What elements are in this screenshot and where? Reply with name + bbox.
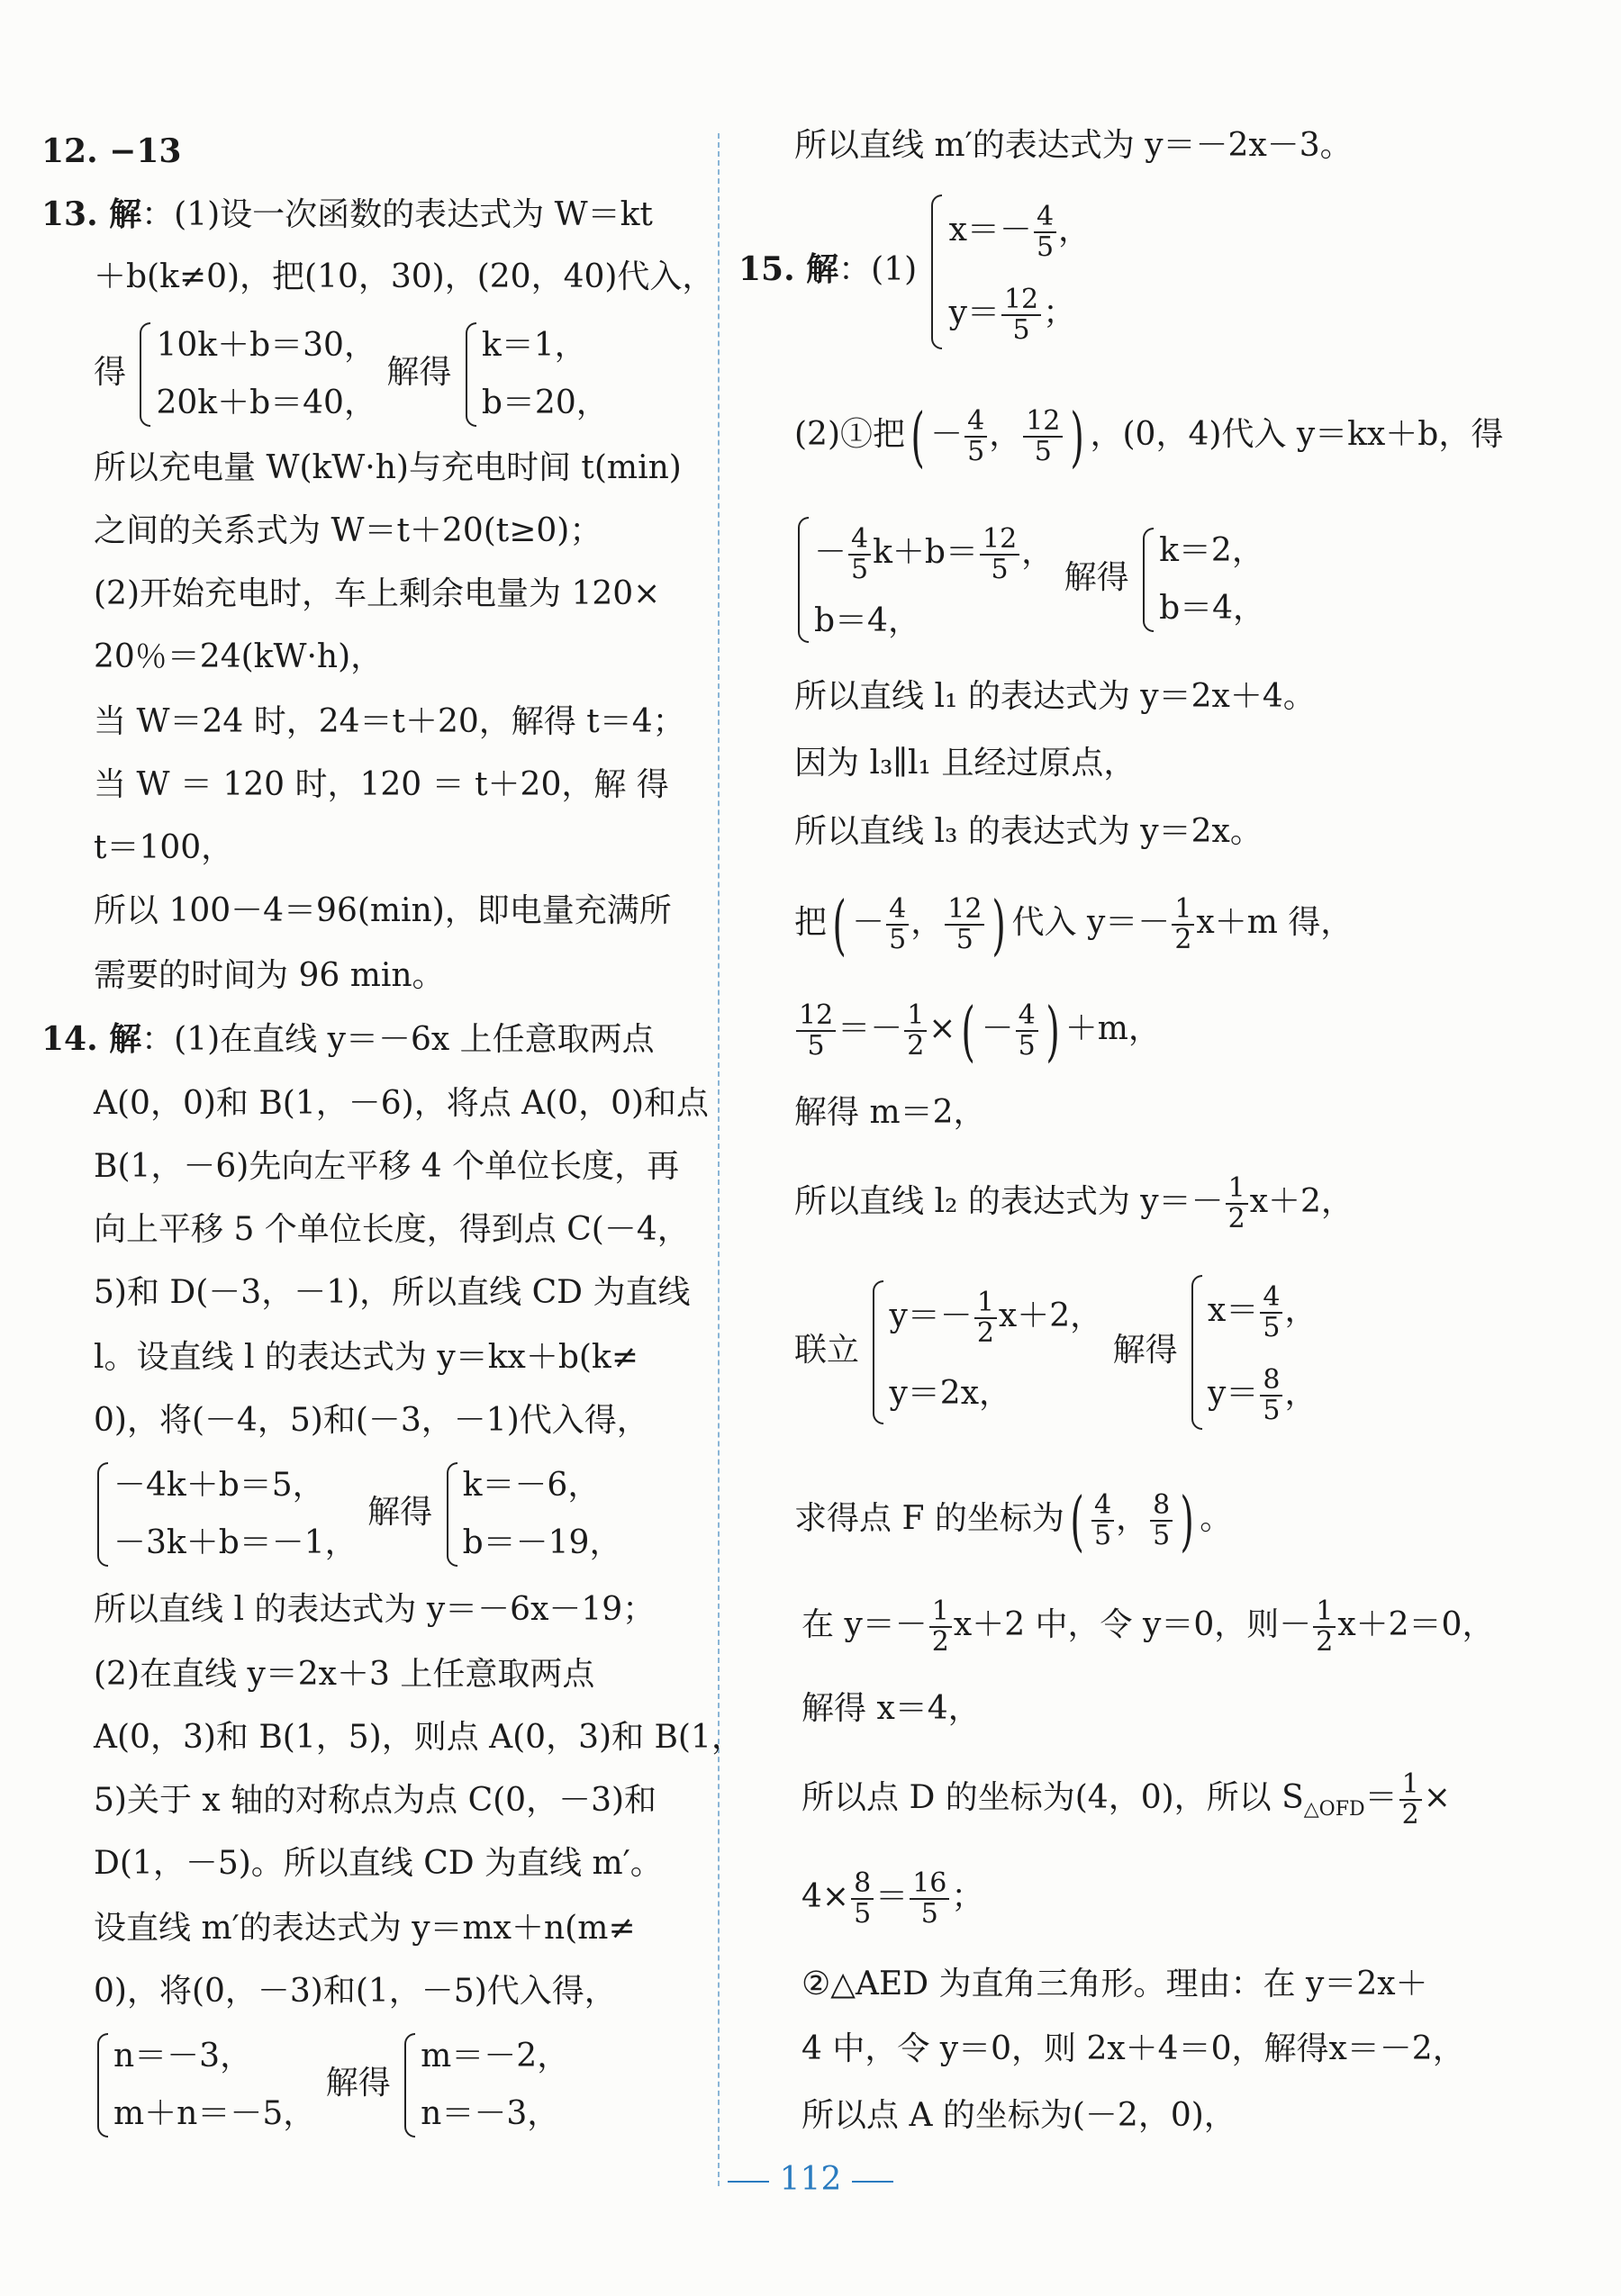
- text-line: A(0，0)和 B(1，－6)，将点 A(0，0)和点: [94, 1085, 710, 1122]
- text-line: 5)和 D(－3，－1)，所以直线 CD 为直线: [94, 1274, 691, 1311]
- answer-14-system-1: －4k＋b＝5， －3k＋b＝－1， 解得 k＝－6， b＝－19，: [94, 1457, 621, 1572]
- solution-system: x＝ $\frac{4}{5}$ ， y＝ $\frac{8}{5}$ ，: [1188, 1270, 1317, 1435]
- page-number: 112: [0, 2161, 1621, 2198]
- text-line: 当 W ＝ 120 时，120 ＝ t＋20，解 得: [94, 766, 669, 803]
- fraction: $\frac{8}{5}$: [851, 1869, 874, 1929]
- text-line: 所以直线 m′的表达式为 y＝－2x－3。: [794, 127, 1353, 164]
- answer-13-system: 得 10k＋b＝30， 20k＋b＝40， 解得 k＝1， b＝20，: [94, 317, 609, 432]
- text-line: 所以 100－4＝96(min)，即电量充满所: [94, 892, 672, 929]
- text-line: (2)①把( － $\frac{4}{5}$ ， $\frac{12}{5}$ ) ，(0，4)代入 y＝kx＋b，得: [794, 399, 1504, 475]
- text-line: 之间的关系式为 W＝t＋20(t≥0)；: [94, 512, 602, 549]
- question-14-number: 14. 解: [41, 1020, 142, 1058]
- solution-system: k＝2， b＝4，: [1139, 522, 1265, 637]
- answer-13-line2: ＋b(k≠0)，把(10，30)，(20，40)代入，: [94, 258, 715, 295]
- text-line: 解得 x＝4，: [801, 1690, 981, 1727]
- fraction: $\frac{1}{2}$: [904, 1001, 927, 1061]
- text-line: 所以直线 l₁ 的表达式为 y＝2x＋4。: [794, 678, 1316, 715]
- answer-14-system-2: n＝－3， m＋n＝－5， 解得 m＝－2， n＝－3，: [94, 2028, 569, 2143]
- text-line: 所以点 A 的坐标为(－2，0)，: [801, 2097, 1236, 2134]
- text-line: 在 y＝－ $\frac{1}{2}$ x＋2 中，令 y＝0，则－ $\frac{1}{2}$ x＋2＝0，: [801, 1595, 1495, 1658]
- simultaneous-system: 联立 y＝－ $\frac{1}{2}$ x＋2， y＝2x， 解得 x＝ $\frac{4}{5}$ ， y＝ $\frac{8}{5}$ ，: [794, 1270, 1318, 1435]
- text-line: 0)，将(－4，5)和(－3，－1)代入得，: [94, 1402, 649, 1439]
- text-line: 当 W＝24 时，24＝t＋20，解得 t＝4；: [94, 703, 685, 740]
- text-line: 把( － $\frac{4}{5}$ ， $\frac{12}{5}$ ) 代入 y＝－ $\frac{1}{2}$ x＋m 得，: [794, 887, 1354, 963]
- text-line: 所以直线 l₃ 的表达式为 y＝2x。: [794, 813, 1263, 850]
- text-line: (2)开始充电时，车上剩余电量为 120×: [94, 575, 661, 612]
- text-line: 4× $\frac{8}{5}$ ＝ $\frac{16}{5}$ ；: [801, 1867, 984, 1930]
- fraction: $\frac{12}{5}$: [1001, 285, 1041, 345]
- text-line: D(1，－5)。所以直线 CD 为直线 m′。: [94, 1845, 663, 1882]
- fraction: $\frac{16}{5}$: [910, 1869, 949, 1929]
- text-line: 求得点 F 的坐标为( $\frac{4}{5}$ ， $\frac{8}{5}$ ) 。: [794, 1483, 1233, 1559]
- text-line: A(0，3)和 B(1，5)，则点 A(0，3)和 B(1，: [94, 1719, 744, 1756]
- text-line: 所以点 D 的坐标为(4，0)，所以 $S_{\triangle OFD}=$ $\frac{1}{2}$ ×: [801, 1768, 1451, 1830]
- fraction: $\frac{4}{5}$: [886, 895, 909, 954]
- answer-15-system: － $\frac{4}{5}$ k＋b＝ $\frac{12}{5}$ ， b＝4， 解得 k＝2， b＝4，: [794, 511, 1265, 648]
- answer-14-line1: 14. 解：(1)在直线 y＝－6x 上任意取两点: [41, 1020, 655, 1058]
- text-line: 5)关于 x 轴的对称点为点 C(0，－3)和: [94, 1782, 657, 1819]
- text-line: 因为 l₃∥l₁ 且经过原点，: [794, 745, 1137, 782]
- equation-system: 10k＋b＝30， 20k＋b＝40，: [136, 317, 376, 432]
- solution-system: m＝－2， n＝－3，: [401, 2028, 569, 2143]
- text-line: B(1，－6)先向左平移 4 个单位长度，再: [94, 1148, 680, 1185]
- solution-system: x＝－ $\frac{4}{5}$ ， y＝ $\frac{12}{5}$ ；: [928, 189, 1091, 355]
- column-divider: [718, 133, 720, 2186]
- text-line: 20％＝24(kW·h)，: [94, 638, 384, 675]
- text-line: 所以直线 l₂ 的表达式为 y＝－ $\frac{1}{2}$ x＋2，: [794, 1172, 1354, 1234]
- text-line: l。设直线 l 的表达式为 y＝kx＋b(k≠: [94, 1339, 638, 1376]
- text-line: 4 中，令 y＝0，则 2x＋4＝0，解得x＝－2，: [801, 2030, 1465, 2067]
- solution-system: k＝－6， b＝－19，: [443, 1457, 622, 1572]
- fraction: $\frac{12}{5}$: [980, 525, 1019, 584]
- fraction: $\frac{12}{5}$: [1023, 407, 1063, 466]
- fraction: $\frac{4}{5}$: [1034, 203, 1056, 262]
- text-line: 所以直线 l 的表达式为 y＝－6x－19；: [94, 1591, 656, 1628]
- fraction: $\frac{4}{5}$: [1260, 1283, 1282, 1342]
- text-line: ②△AED 为直角三角形。理由：在 y＝2x＋: [801, 1966, 1428, 2002]
- text-line: t＝100，: [94, 829, 234, 866]
- fraction: $\frac{4}{5}$: [1016, 1001, 1038, 1061]
- fraction: $\frac{1}{2}$: [974, 1288, 997, 1348]
- fraction: $\frac{12}{5}$: [796, 1001, 836, 1061]
- fraction: $\frac{1}{2}$: [1399, 1770, 1422, 1830]
- fraction: $\frac{1}{2}$: [1313, 1597, 1336, 1657]
- equation-system: － $\frac{4}{5}$ k＋b＝ $\frac{12}{5}$ ， b＝4，: [794, 511, 1054, 648]
- fraction: $\frac{1}{2}$: [1172, 895, 1194, 954]
- answer-12: 12. −13: [41, 132, 182, 170]
- text-line: 解得 m＝2，: [794, 1094, 986, 1131]
- question-13-number: 13. 解: [41, 195, 142, 233]
- text-line: $\frac{12}{5}$ ＝－ $\frac{1}{2}$ ×( － $\frac{4}{5}$ ) ＋m，: [794, 1001, 1161, 1061]
- answer-13-line1: 13. 解：(1)设一次函数的表达式为 W＝kt: [41, 195, 653, 233]
- text-line: 设直线 m′的表达式为 y＝mx＋n(m≠: [94, 1910, 636, 1947]
- equation-system: n＝－3， m＋n＝－5，: [94, 2028, 315, 2143]
- fraction: $\frac{1}{2}$: [1226, 1174, 1248, 1234]
- fraction: $\frac{12}{5}$: [945, 895, 984, 954]
- text-line: 向上平移 5 个单位长度，得到点 C(－4，: [94, 1211, 690, 1248]
- fraction: $\frac{4}{5}$: [1091, 1491, 1114, 1550]
- text-line: (2)在直线 y＝2x＋3 上任意取两点: [94, 1656, 595, 1693]
- text-line: 需要的时间为 96 min。: [94, 957, 445, 994]
- equation-system: －4k＋b＝5， －3k＋b＝－1，: [94, 1457, 358, 1572]
- fraction: $\frac{8}{5}$: [1150, 1491, 1173, 1550]
- question-15-number: 15. 解: [738, 250, 839, 288]
- answer-15-line1: 15. 解：(1) x＝－ $\frac{4}{5}$ ， y＝ $\frac{12}{5}$ ；: [738, 189, 1091, 355]
- solution-system: k＝1， b＝20，: [462, 317, 609, 432]
- text-line: 0)，将(0，－3)和(1，－5)代入得，: [94, 1973, 617, 2010]
- equation-system: y＝－ $\frac{1}{2}$ x＋2， y＝2x，: [869, 1275, 1102, 1430]
- text-line: 所以充电量 W(kW·h)与充电时间 t(min): [94, 449, 682, 486]
- fraction: $\frac{1}{2}$: [929, 1597, 952, 1657]
- fraction: $\frac{4}{5}$: [964, 407, 987, 466]
- fraction: $\frac{4}{5}$: [848, 525, 871, 584]
- fraction: $\frac{8}{5}$: [1260, 1366, 1282, 1425]
